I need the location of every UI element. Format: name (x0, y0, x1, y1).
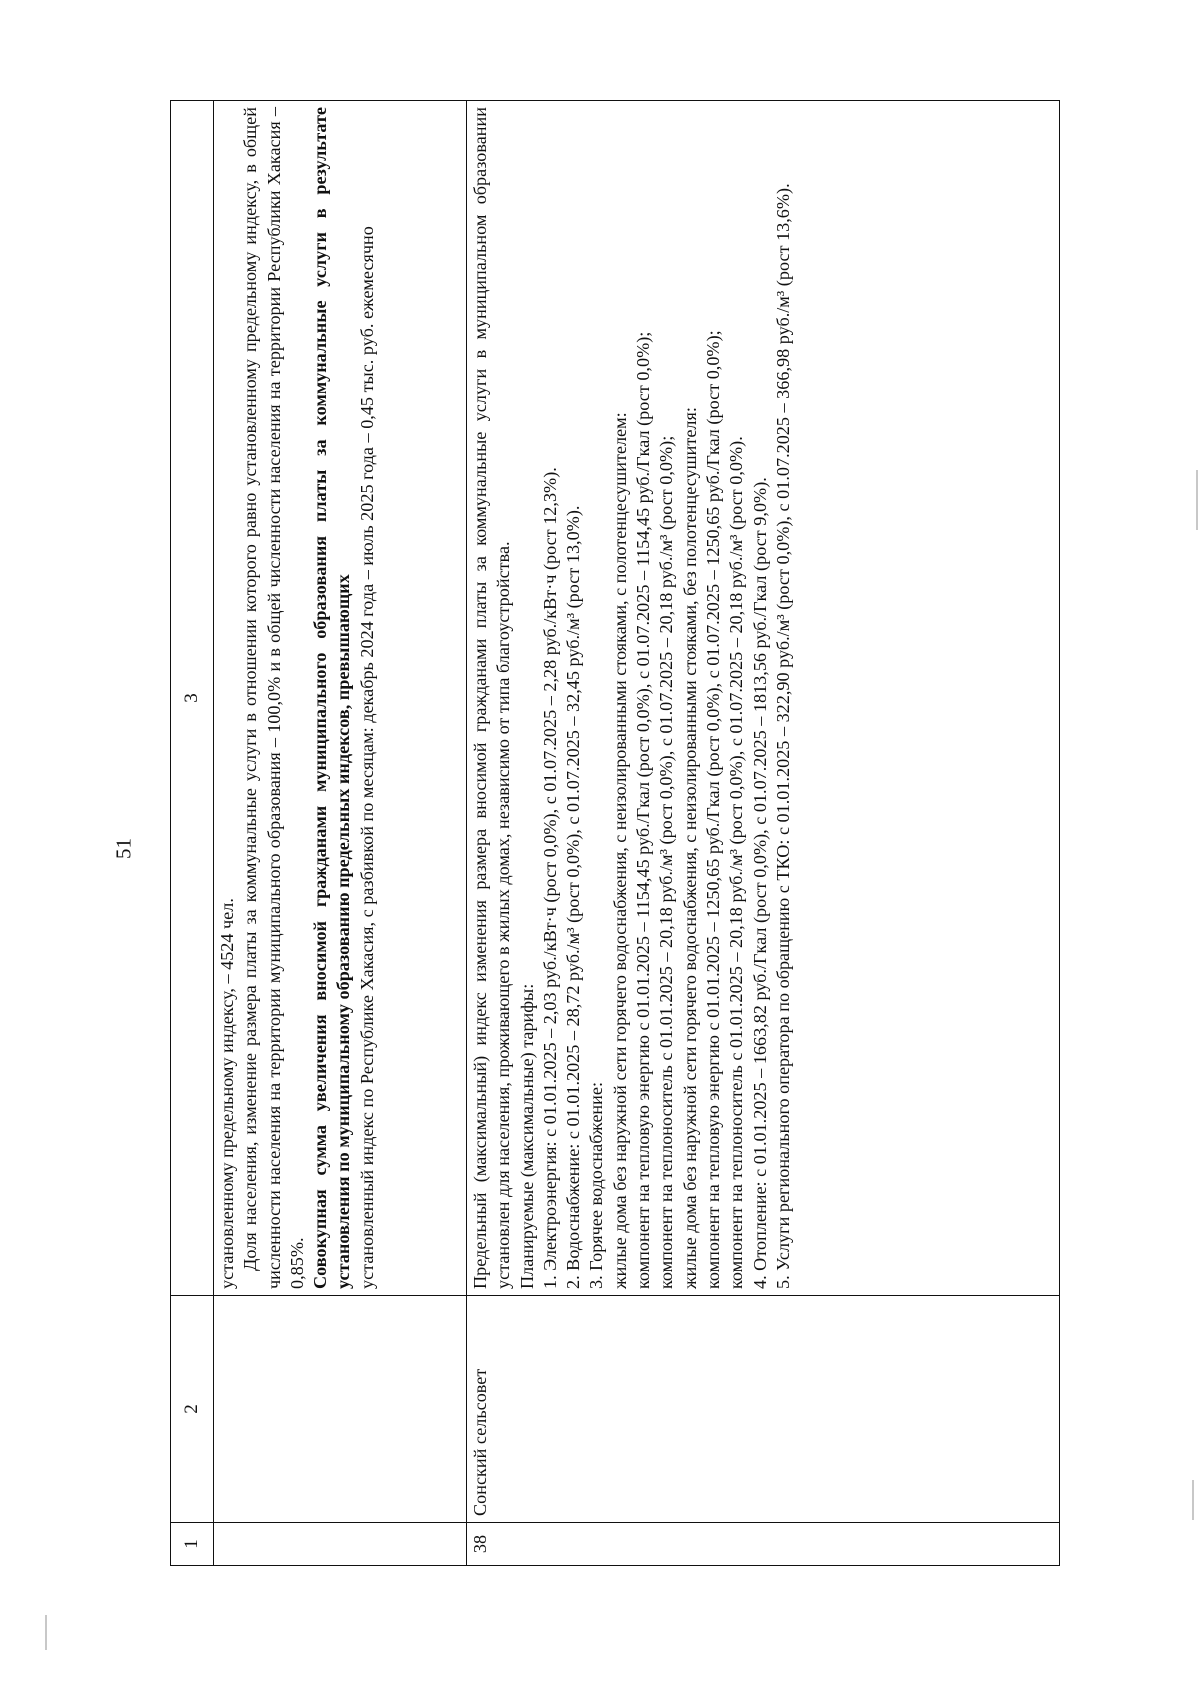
row-content (214, 101, 467, 1296)
table-header-row (171, 101, 214, 1566)
tariff-table (170, 100, 1060, 1566)
content-paragraph: Доля населения, изменение размера платы за коммунальные услуги в отношении которого равно установленному предельному индексу, в общей численности населения на территории муниципального образования – 100,0% и в общей численности населения на территории Республики Хакасия – 0,85%. (240, 107, 307, 1289)
header-cell-2: 2 (171, 1296, 214, 1523)
scan-mark (1196, 470, 1198, 530)
content-paragraph: 1. Электроэнергия: с 01.01.2025 – 2,03 руб./кВт·ч (рост 0,0%), с 01.07.2025 – 2,28 руб./кВт·ч (рост 12,3%). (539, 467, 560, 1289)
content-paragraph: 3. Горячее водоснабжение: (586, 1082, 607, 1289)
content-paragraph: Предельный (максимальный) индекс изменения размера вносимой гражданами платы за коммунальные услуги в муниципальном образовании установлен для населения, проживающего в жилых домах, независимо от типа благоустройства. (470, 107, 514, 1289)
content-paragraph: 5. Услуги регионального оператора по обращению с ТКО: с 01.01.2025 – 322,90 руб./м³ (рост 0,0%), с 01.07.2025 – 366,98 руб./м³ (рост 13,6%). (772, 183, 793, 1289)
content-paragraph: 4. Отопление: с 01.01.2025 – 1663,82 руб./Гкал (рост 0,0%), с 01.07.2025 – 1813,56 руб./Гкал (рост 9,0%). (749, 477, 770, 1289)
header-cell-3: 3 (171, 101, 214, 1296)
municipality-name (214, 1296, 467, 1523)
content-paragraph: жилые дома без наружной сети горячего водоснабжения, с неизолированными стояками, без полотенцесушителя: (679, 407, 700, 1289)
content-paragraph: Совокупная сумма увеличения вносимой гражданами муниципального образования платы за коммунальные услуги в результате установления по муниципальному образованию предельных индексов, превышающих (310, 107, 354, 1289)
table-row (467, 101, 1060, 1566)
page-number: 51 (111, 838, 136, 859)
municipality-name: Сонский сельсовет (467, 1296, 1060, 1523)
header-cell-1: 1 (171, 1523, 214, 1566)
content-paragraph: установленный индекс по Республике Хакасия, с разбивкой по месяцам: декабрь 2024 года – июль 2025 года – 0,45 тыс. руб. ежемесячно (356, 226, 377, 1289)
content-paragraph: компонент на тепловую энергию с 01.01.2025 – 1154,45 руб./Гкал (рост 0,0%), с 01.07.2025 – 1154,45 руб./Гкал (рост 0,0%); (633, 331, 654, 1289)
row-number (214, 1523, 467, 1566)
content-paragraph: компонент на тепловую энергию с 01.01.2025 – 1250,65 руб./Гкал (рост 0,0%), с 01.07.2025 – 1250,65 руб./Гкал (рост 0,0%); (702, 330, 723, 1289)
content-paragraph: компонент на теплоноситель с 01.01.2025 – 20,18 руб./м³ (рост 0,0%), с 01.07.2025 – 20,18 руб./м³ (рост 0,0%). (726, 436, 747, 1289)
content-paragraph: установленному предельному индексу, – 4524 чел. (217, 898, 237, 1289)
scan-mark (1192, 1480, 1194, 1520)
content-paragraph: Планируемые (максимальные) тарифы: (516, 983, 537, 1289)
content-paragraph: компонент на теплоноситель с 01.01.2025 – 20,18 руб./м³ (рост 0,0%), с 01.07.2025 – 20,18 руб./м³ (рост 0,0%); (656, 435, 677, 1289)
content-paragraph: 2. Водоснабжение: с 01.01.2025 – 28,72 руб./м³ (рост 0,0%), с 01.07.2025 – 32,45 руб./м³ (рост 13,0%). (563, 505, 584, 1289)
table-row (214, 101, 467, 1566)
row-number: 38 (467, 1523, 1060, 1566)
rotated-page-content (170, 100, 1060, 1566)
scan-mark (45, 1615, 47, 1650)
content-paragraph: жилые дома без наружной сети горячего водоснабжения, с неизолированными стояками, с полотенцесушителем: (609, 412, 630, 1289)
row-content (467, 101, 1060, 1296)
